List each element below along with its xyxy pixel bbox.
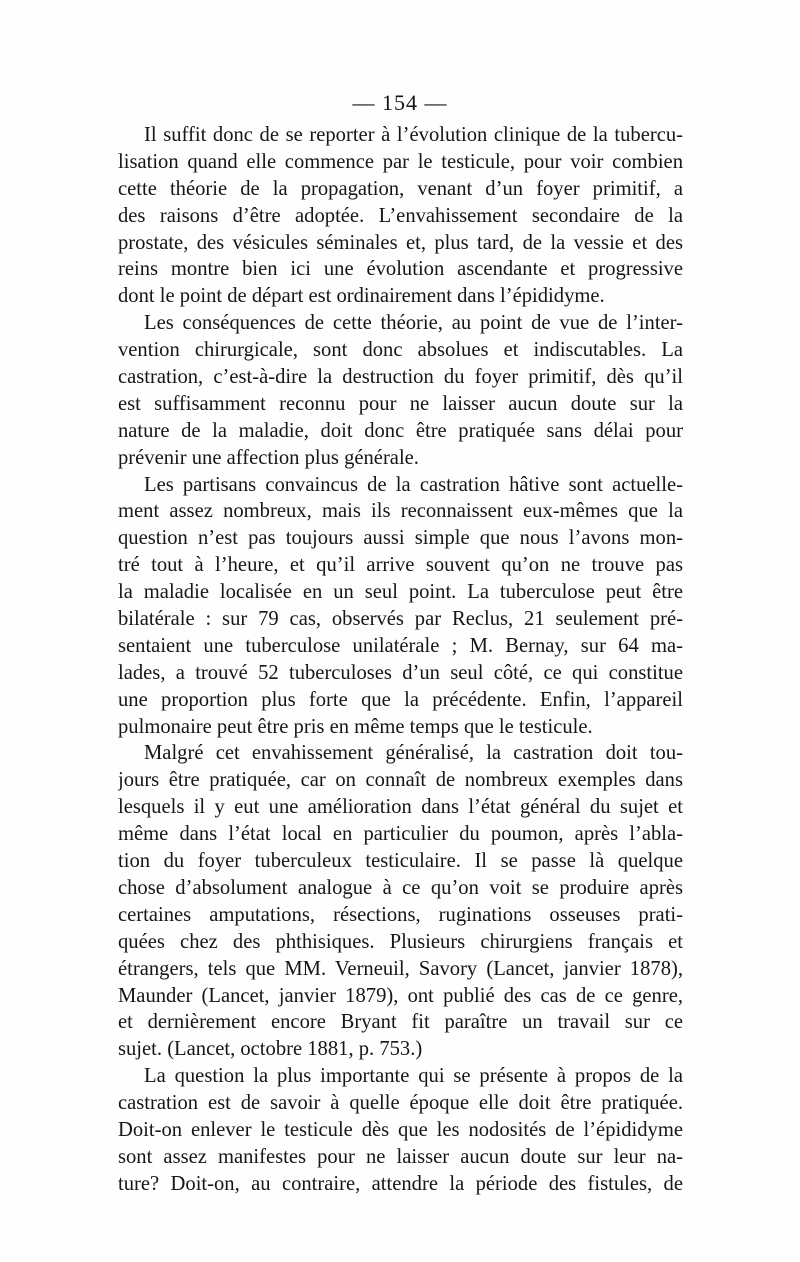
paragraph-2 <box>118 310 683 471</box>
text-line: Il suffit donc de se reporter à l’évolution clinique de la tubercu- <box>144 124 683 146</box>
paragraph-5 <box>118 1063 683 1197</box>
text-line: étrangers, tels que MM. Verneuil, Savory (Lancet, janvier 1878), <box>118 957 683 980</box>
text-line: dont le point de départ est ordinairement dans l’épididyme. <box>118 285 605 308</box>
text-line: reins montre bien ici une évolution ascendante et progressive <box>118 258 683 281</box>
text-line: question n’est pas toujours aussi simple que nous l’avons mon- <box>118 527 683 550</box>
text-line: Doit-on enlever le testicule dès que les nodosités de l’épididyme <box>118 1118 683 1141</box>
paragraph-1 <box>118 122 683 310</box>
page-number: — 154 — <box>352 90 448 115</box>
text-line: Les conséquences de cette théorie, au point de vue de l’inter- <box>144 312 683 335</box>
text-line: est suffisamment reconnu pour ne laisser aucun doute sur la <box>118 392 683 415</box>
text-line: et dernièrement encore Bryant fit paraître un travail sur ce <box>118 1011 683 1034</box>
text-line: sont assez manifestes pour ne laisser aucun doute sur leur na- <box>118 1145 683 1168</box>
text-line: une proportion plus forte que la précédente. Enfin, l’appareil <box>118 688 683 711</box>
paragraph-3 <box>118 472 683 741</box>
text-line: prostate, des vésicules séminales et, plus tard, de la vessie et des <box>118 231 683 254</box>
text-line: prévenir une affection plus générale. <box>118 446 419 469</box>
text-line: tré tout à l’heure, et qu’il arrive souvent qu’on ne trouve pas <box>118 554 683 577</box>
text-line: ture? Doit-on, au contraire, attendre la période des fistules, de <box>118 1172 683 1195</box>
text-line: bilatérale : sur 79 cas, observés par Reclus, 21 seulement pré- <box>118 608 683 631</box>
paragraph-4 <box>118 740 683 1063</box>
text-line: même dans l’état local en particulier du poumon, après l’abla- <box>118 823 683 846</box>
text-line: Malgré cet envahissement généralisé, la castration doit tou- <box>144 742 683 765</box>
text-line: la maladie localisée en un seul point. La tuberculose peut être <box>118 581 683 604</box>
text-line: des raisons d’être adoptée. L’envahissement secondaire de la <box>118 204 683 227</box>
text-line: sentaient une tuberculose unilatérale ; M. Bernay, sur 64 ma- <box>118 634 683 657</box>
body-text <box>118 122 683 1198</box>
text-line: nature de la maladie, doit donc être pratiquée sans délai pour <box>118 419 683 442</box>
text-line: ment assez nombreux, mais ils reconnaissent eux-mêmes que la <box>118 500 683 523</box>
text-line: certaines amputations, résections, ruginations osseuses prati- <box>118 903 683 926</box>
text-line: pulmonaire peut être pris en même temps que le testicule. <box>118 715 593 738</box>
text-line: lades, a trouvé 52 tuberculoses d’un seul côté, ce qui constitue <box>118 661 683 684</box>
text-line: jours être pratiquée, car on connaît de nombreux exemples dans <box>118 769 683 792</box>
text-line: cette théorie de la propagation, venant d’un foyer primitif, a <box>118 177 683 200</box>
text-line: Les partisans convaincus de la castration hâtive sont actuelle- <box>144 473 683 496</box>
text-line: vention chirurgicale, sont donc absolues et indiscutables. La <box>118 339 683 362</box>
text-line: castration est de savoir à quelle époque elle doit être pratiquée. <box>118 1092 683 1115</box>
text-line: Maunder (Lancet, janvier 1879), ont publié des cas de ce genre, <box>118 984 683 1007</box>
text-line: sujet. (Lancet, octobre 1881, p. 753.) <box>118 1038 423 1061</box>
text-line: tion du foyer tuberculeux testiculaire. Il se passe là quelque <box>118 850 683 873</box>
text-line: lesquels il y eut une amélioration dans l’état général du sujet et <box>118 796 683 819</box>
text-line: lisation quand elle commence par le testicule, pour voir combien <box>118 150 683 173</box>
text-line: La question la plus importante qui se présente à propos de la <box>144 1065 683 1088</box>
text-line: quées chez des phthisiques. Plusieurs chirurgiens français et <box>118 930 683 953</box>
text-line: chose d’absolument analogue à ce qu’on voit se produire après <box>118 876 683 899</box>
text-line: castration, c’est-à-dire la destruction du foyer primitif, dès qu’il <box>118 366 683 389</box>
